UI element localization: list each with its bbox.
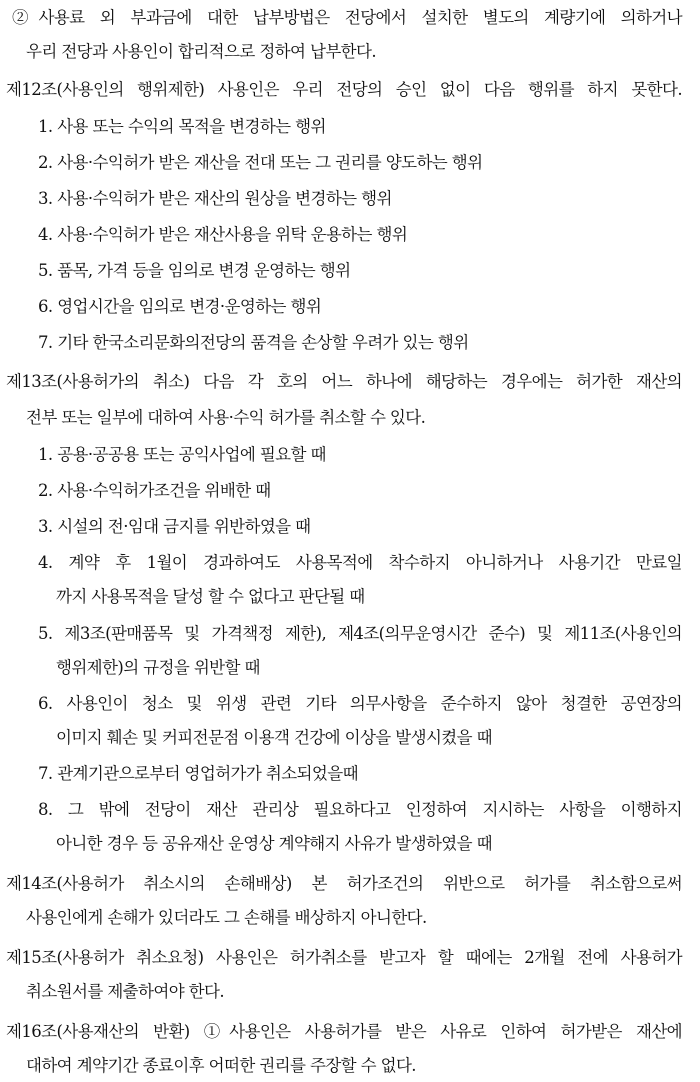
article-13-item-6-line-2: 이미지 훼손 및 커피전문점 이용객 건강에 이상을 발생시켰을 때 <box>56 728 492 747</box>
article-13-item-5-line-2: 행위제한)의 규정을 위반할 때 <box>56 658 260 677</box>
article-13-heading-line-1: 제13조(사용허가의 취소) 다음 각 호의 어느 하나에 해당하는 경우에는 허가한 재산의 <box>6 372 682 391</box>
article-14-heading-line-2: 사용인에게 손해가 있더라도 그 손해를 배상하지 아니한다. <box>26 908 427 927</box>
article-12-heading: 제12조(사용인의 행위제한) 사용인은 우리 전당의 승인 없이 다음 행위를 하지 못한다. <box>6 80 682 99</box>
article-12-item-7: 7. 기타 한국소리문화의전당의 품격을 손상할 우려가 있는 행위 <box>38 333 469 352</box>
article-13-item-8-line-2: 아니한 경우 등 공유재산 운영상 계약해지 사유가 발생하였을 때 <box>56 834 492 853</box>
article-15-heading-line-2: 취소원서를 제출하여야 한다. <box>26 982 225 1001</box>
article-11-para-2-line-1: ②사용료 외 부과금에 대한 납부방법은 전당에서 설치한 별도의 계량기에 의하거나 <box>12 8 682 27</box>
article-13-item-6-line-1: 6. 사용인이 청소 및 위생 관련 기타 의무사항을 준수하지 않아 청결한 공연장의 <box>38 694 682 713</box>
article-13-item-7: 7. 관계기관으로부터 영업허가가 취소되었을때 <box>38 764 358 783</box>
article-14-heading-line-1: 제14조(사용허가 취소시의 손해배상) 본 허가조건의 위반으로 허가를 취소함으로써 <box>6 874 682 893</box>
article-13-item-1: 1. 공용·공공용 또는 공익사업에 필요할 때 <box>38 445 326 464</box>
article-12-item-4: 4. 사용·수익허가 받은 재산사용을 위탁 운용하는 행위 <box>38 225 408 244</box>
article-12-item-3: 3. 사용·수익허가 받은 재산의 원상을 변경하는 행위 <box>38 189 392 208</box>
article-16-heading-line-2: 대하여 계약기간 종료이후 어떠한 권리를 주장할 수 없다. <box>26 1056 416 1075</box>
article-13-item-4-line-1: 4. 계약 후 1월이 경과하여도 사용목적에 착수하지 아니하거나 사용기간 만료일 <box>38 553 682 572</box>
article-13-item-5-line-1: 5. 제3조(판매품목 및 가격책정 제한), 제4조(의무운영시간 준수) 및 제11조(사용인의 <box>38 624 682 643</box>
article-13-item-3: 3. 시설의 전·임대 금지를 위반하였을 때 <box>38 517 311 536</box>
article-15-heading-line-1: 제15조(사용허가 취소요청) 사용인은 허가취소를 받고자 할 때에는 2개월 전에 사용허가 <box>6 948 682 967</box>
article-13-item-4-line-2: 까지 사용목적을 달성 할 수 없다고 판단될 때 <box>56 587 365 606</box>
article-12-item-6: 6. 영업시간을 임의로 변경·운영하는 행위 <box>38 297 322 316</box>
article-16-heading-line-1: 제16조(사용재산의 반환) ①사용인은 사용허가를 받은 사유로 인하여 허가받은 재산에 <box>6 1022 682 1041</box>
article-12-item-1: 1. 사용 또는 수익의 목적을 변경하는 행위 <box>38 117 326 136</box>
article-11-para-2-line-2: 우리 전당과 사용인이 합리적으로 정하여 납부한다. <box>26 42 376 61</box>
article-12-item-5: 5. 품목, 가격 등을 임의로 변경 운영하는 행위 <box>38 261 351 280</box>
article-13-item-2: 2. 사용·수익허가조건을 위배한 때 <box>38 481 271 500</box>
article-13-heading-line-2: 전부 또는 일부에 대하여 사용·수익 허가를 취소할 수 있다. <box>26 408 426 427</box>
article-13-item-8-line-1: 8. 그 밖에 전당이 재산 관리상 필요하다고 인정하여 지시하는 사항을 이행하지 <box>38 800 682 819</box>
article-12-item-2: 2. 사용·수익허가 받은 재산을 전대 또는 그 권리를 양도하는 행위 <box>38 153 483 172</box>
